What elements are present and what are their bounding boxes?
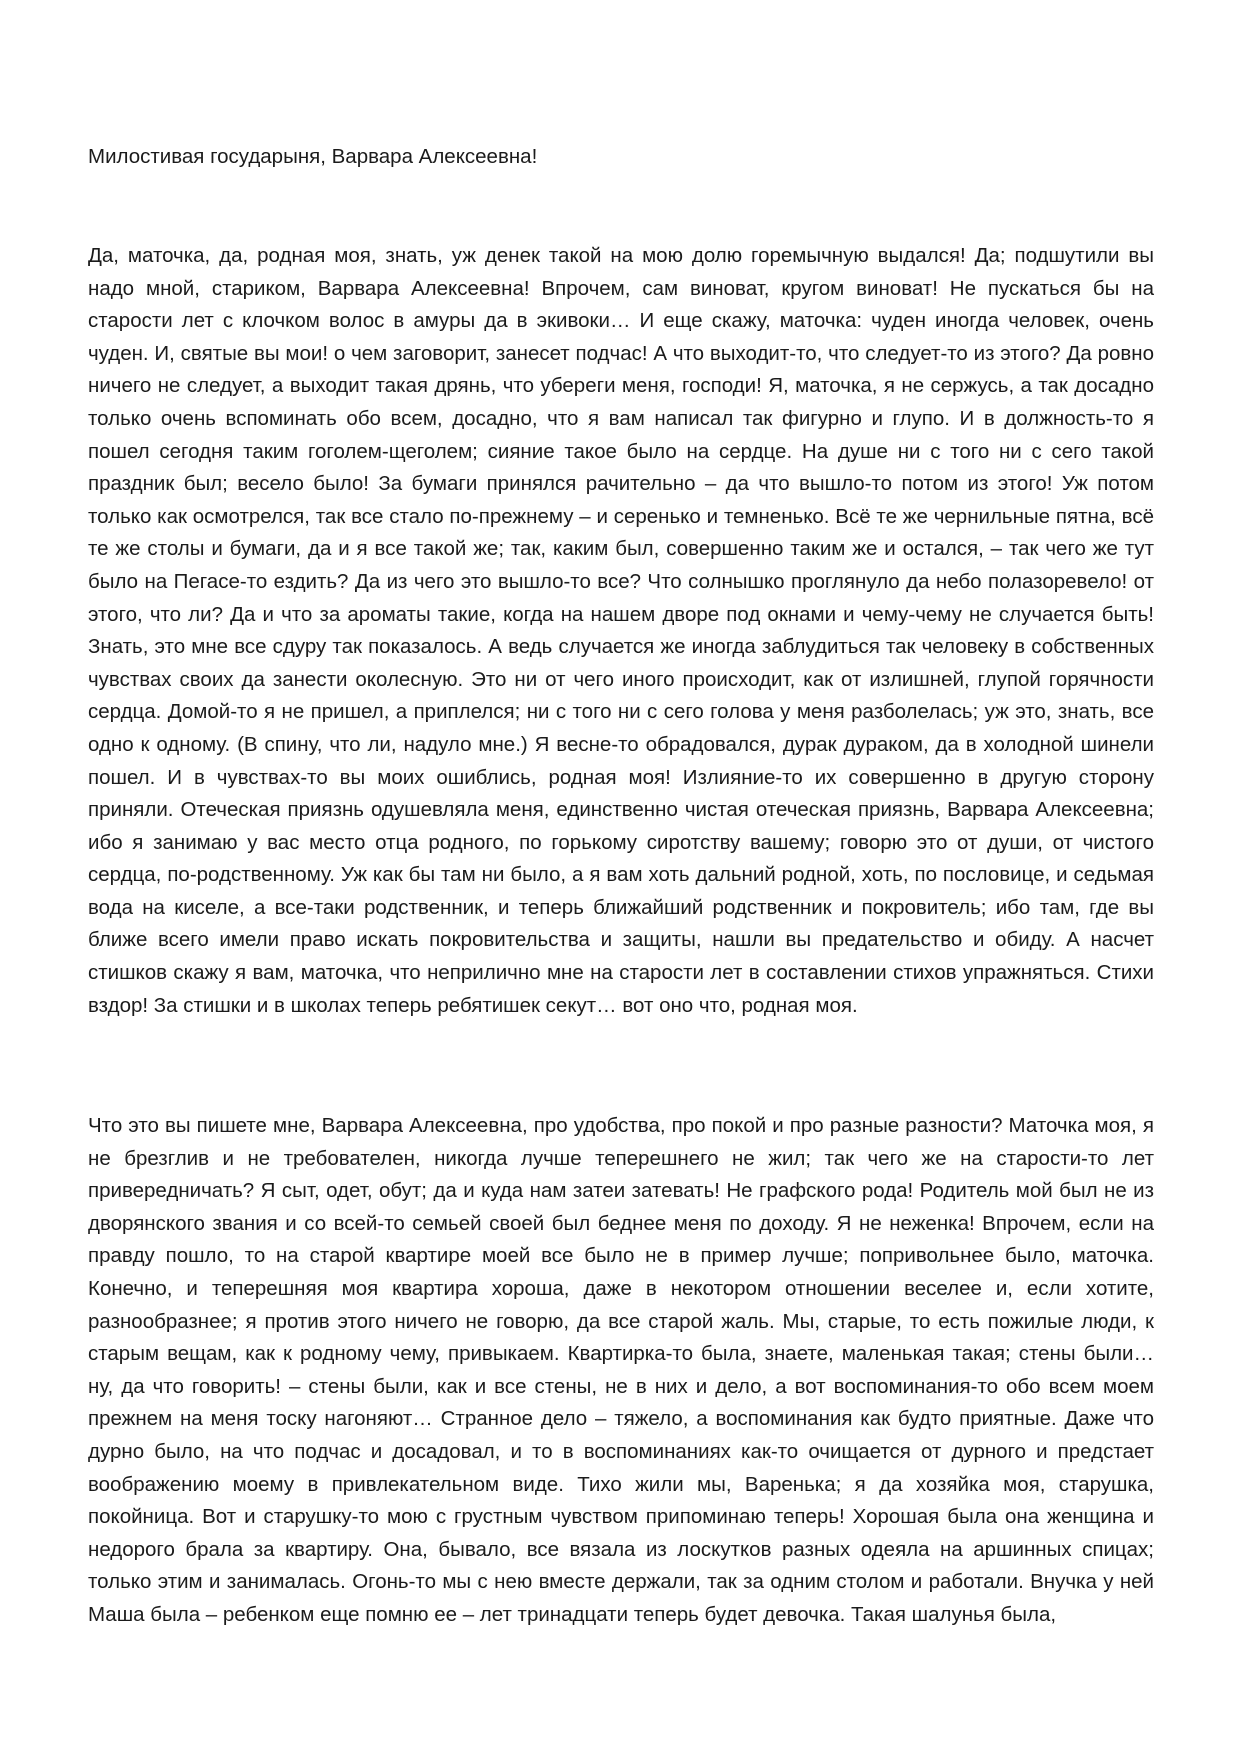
letter-paragraph: Да, маточка, да, родная моя, знать, уж денек такой на мою долю горемычную выдался! Да; подшутили вы надо мной, стариком, Варвара Алексеевна! Впрочем, сам виноват, кругом виноват! Не пускаться бы на старости лет с клочком волос в амуры да в экивоки… И еще скажу, маточка: чуден иногда человек, очень чуден. И, святые вы мои! о чем заговорит, занесет подчас! А что выходит-то, что следует-то из этого? Да ровно ничего не следует, а выходит такая дрянь, что убереги меня, господи! Я, маточка, я не сержусь, а так досадно только очень вспоминать обо всем, досадно, что я вам написал так фигурно и глупо. И в должность-то я пошел сегодня таким гоголем-щеголем; сияние такое было на сердце. На душе ни с того ни с сего такой праздник был; весело было! За бумаги принялся рачительно – да что вышло-то потом из этого! Уж потом только как осмотрелся, так все стало по-прежнему – и серенько и темненько. Всё те же чернильные пятна, всё те же столы и бумаги, да и я все такой же; так, каким был, совершенно таким же и остался, – так чего же тут было на Пегасе-то ездить? Да из чего это вышло-то все? Что солнышко проглянуло да небо полазоревело! от этого, что ли? Да и что за ароматы такие, когда на нашем дворе под окнами и чему-чему не случается быть! Знать, это мне все сдуру так показалось. А ведь случается же иногда заблудиться так человеку в собственных чувствах своих да занести околесную. Это ни от чего иного происходит, как от излишней, глупой горячности сердца. Домой-то я не пришел, а приплелся; ни с того ни с сего голова у меня разболелась; уж это, знать, все одно к одному. (В спину, что ли, надуло мне.) Я весне-то обрадовался, дурак дураком, да в холодной шинели пошел. И в чувствах-то вы моих ошиблись, родная моя! Излияние-то их совершенно в другую сторону приняли. Отеческая приязнь одушевляла меня, единственно чистая отеческая приязнь, Варвара Алексеевна; ибо я занимаю у вас место отца родного, по горькому сиротству вашему; говорю это от души, от чистого сердца, по-родственному. Уж как бы там ни было, а я вам хоть дальний родной, хоть, по пословице, и седьмая вода на киселе, а все-таки родственник, и теперь ближайший родственник и покровитель; ибо там, где вы ближе всего имели право искать покровительства и защиты, нашли вы предательство и обиду. А насчет стишков скажу я вам, маточка, что неприлично мне на старости лет в составлении стихов упражняться. Стихи вздор! За стишки и в школах теперь ребятишек секут… вот оно что, родная моя. <box>88 244 1154 1017</box>
letter-paragraph: Что это вы пишете мне, Варвара Алексеевна, про удобства, про покой и про разные разности? Маточка моя, я не брезглив и не требователен, никогда лучше теперешнего не жил; так чего же на старости-то лет привередничать? Я сыт, одет, обут; да и куда нам затеи затевать! Не графского рода! Родитель мой был не из дворянского звания и со всей-то семьей своей был беднее меня по доходу. Я не неженка! Впрочем, если на правду пошло, то на старой квартире моей все было не в пример лучше; попривольнее было, маточка. Конечно, и теперешняя моя квартира хороша, даже в некотором отношении веселее и, если хотите, разнообразнее; я против этого ничего не говорю, да все старой жаль. Мы, старые, то есть пожилые люди, к старым вещам, как к родному чему, привыкаем. Квартирка-то была, знаете, маленькая такая; стены были… ну, да что говорить! – стены были, как и все стены, не в них и дело, а вот воспоминания-то обо всем моем прежнем на меня тоску нагоняют… Странное дело – тяжело, а воспоминания как будто приятные. Даже что дурно было, на что подчас и досадовал, и то в воспоминаниях как-то очищается от дурного и предстает воображению моему в привлекательном виде. Тихо жили мы, Варенька; я да хозяйка моя, старушка, покойница. Вот и старушку-то мою с грустным чувством припоминаю теперь! Хорошая была она женщина и недорого брала за квартиру. Она, бывало, все вязала из лоскутков разных одеяла на аршинных спицах; только этим и занималась. Огонь-то мы с нею вместе держали, так за одним столом и работали. Внучка у ней Маша была – ребенком еще помню ее – лет тринадцати теперь будет девочка. Такая шалунья была, <box>88 1114 1154 1626</box>
letter-salutation: Милостивая государыня, Варвара Алексеевна! <box>88 145 538 168</box>
